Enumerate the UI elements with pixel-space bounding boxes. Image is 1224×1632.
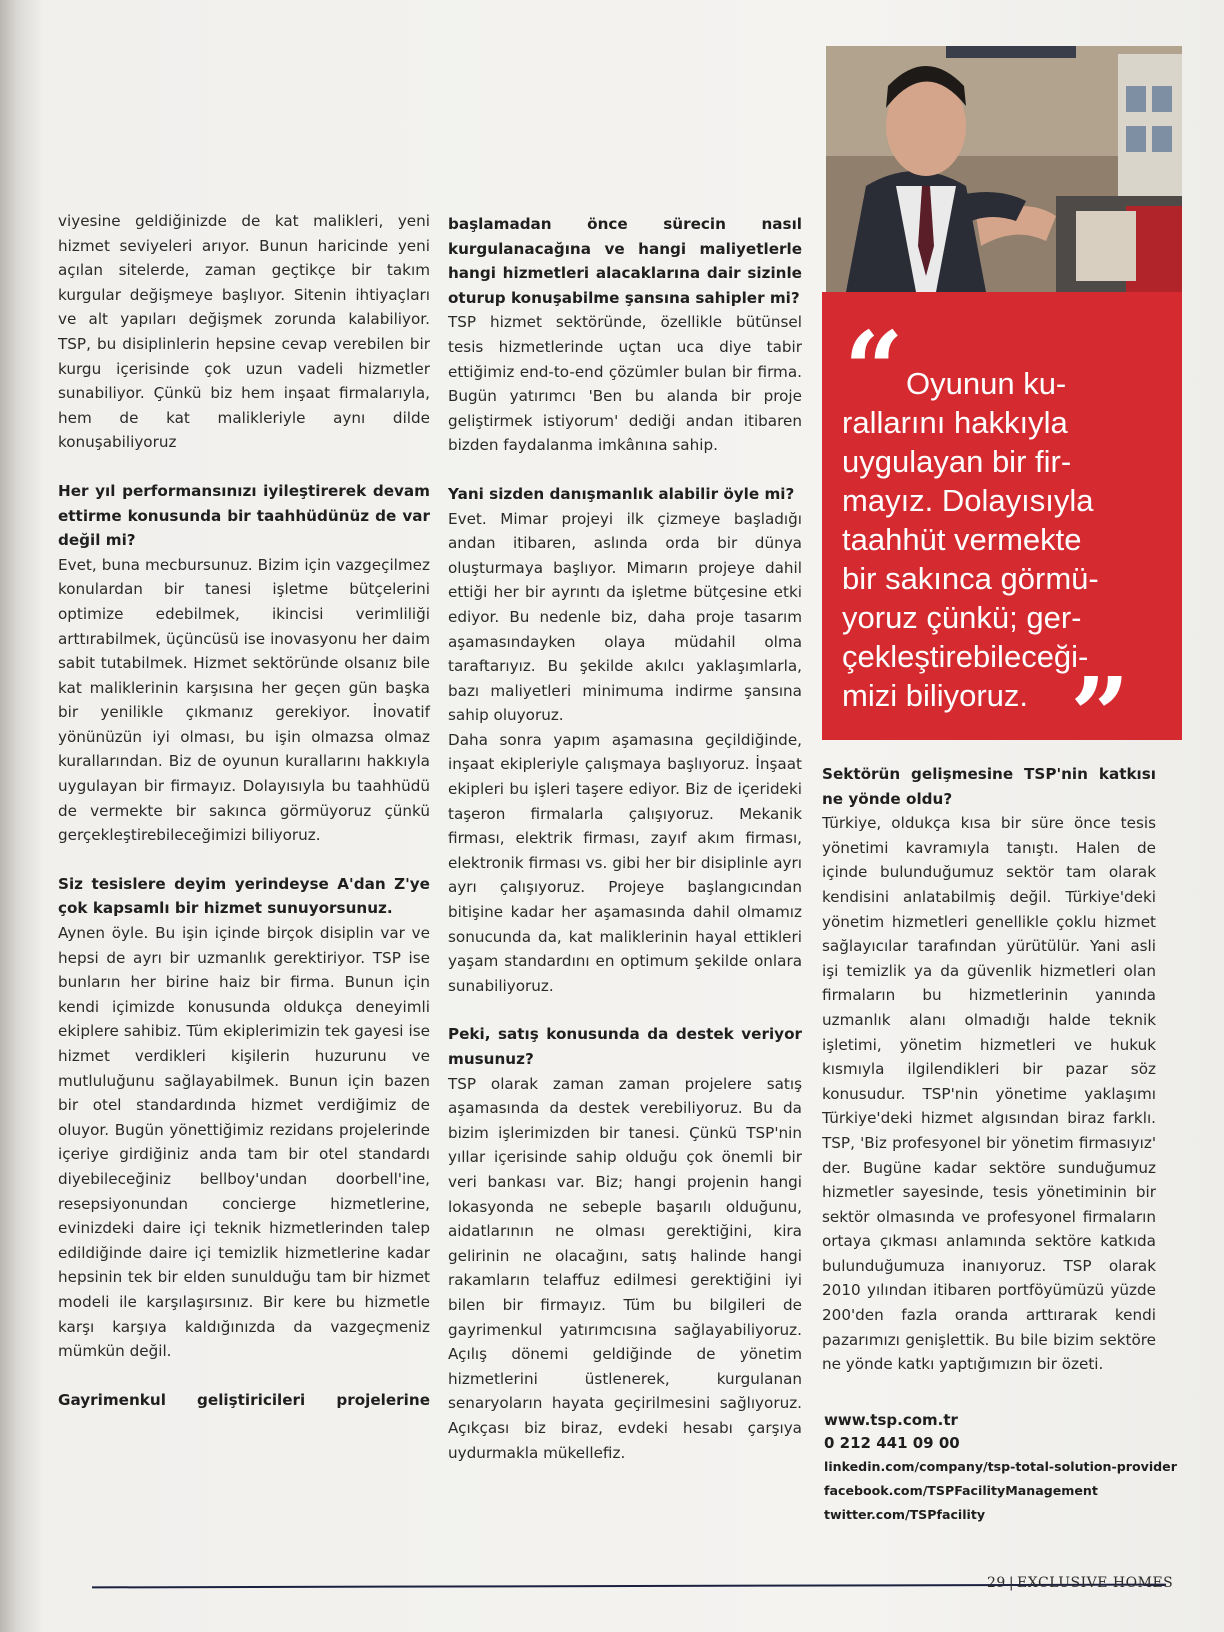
twitter-link[interactable]: twitter.com/TSPfacility	[824, 1507, 986, 1522]
quote-line: bir sakınca görmü-	[842, 561, 1099, 596]
question-developers-start: Gayrimenkul geliştiricileri projelerine	[58, 1390, 430, 1409]
website-link[interactable]: www.tsp.com.tr	[824, 1411, 958, 1429]
answer-a-to-z: Aynen öyle. Bu işin içinde birçok disiplin var ve hepsi de ayrı bir uzmanlık gerektiriyor. TSP ise bunların her birine haiz bir firma. Bunun için kendi içimizde konusunda oldukça deneyimli ekiplere sahibiz. Tüm ekiplerimizin tek gayesi ise hizmet verdikleri kişilerin huzurunu ve mutluluğunu sağlayabilmek. Bunun için bazen bir otel standardında hizmet verdiğimiz de oluyor. Bugün yönettiğimiz rezidans projelerinde içeriye girdiğiniz anda tam bir otel standardı diyebileceğiniz bellboy'undan doorbell'ine, resepsiyonundan concierge hizmetlerine, evinizdeki daire içi teknik hizmetlerinden talep edildiğinde daire içi temizlik hizmetlerine kadar hepsinin tek bir elden sunulduğu tam bir hizmet modeli ile karşılaşırsınız. Bir kere bu hizmetle karşı karşıya kaldığınızda da vazgeçmeniz mümkün değil.	[58, 924, 430, 1361]
quote-line: çekleştirebileceği-	[842, 639, 1089, 674]
footer-separator: |	[1008, 1575, 1015, 1591]
interviewee-photo	[826, 46, 1182, 292]
page-number: 29	[987, 1575, 1006, 1591]
intro-paragraph: viyesine geldiğinizde de kat malikleri, yeni hizmet seviyeleri arıyor. Bunun haricinde yeni açılan sitelerde, zaman geçtikçe bir takım kurgular değişmeye başlıyor. Sitenin ihtiyaçları ve alt yapıları değişmek zorunda kalabiliyor. TSP, bu disiplinlerin hepsine cevap verebilen bir kurgu içerisinde çok uzun vadeli hizmetler sunabiliyor. Çünkü biz hem inşaat firmalarıyla, hem de kat malikleriyle aynı dilde konuşabiliyoruz	[58, 212, 430, 452]
page-footer	[987, 1575, 1173, 1591]
column-right	[822, 762, 1156, 1377]
quote-line: rallarını hakkıyla	[842, 405, 1068, 440]
quote-line: uygulayan bir fir-	[842, 444, 1072, 479]
quote-line: taahhüt vermekte	[842, 522, 1082, 557]
answer-performance: Evet, buna mecbursunuz. Bizim için vazgeçilmez konulardan bir tanesi işletme bütçelerini optimize edebilmek, ikincisi verimliliği arttırabilmek, üçüncüsü ise inovasyonu her daim sabit tutabilmek. Hizmet sektöründe olsanız bile kat maliklerinin karşısına her geçen gün başka bir yenilikle çıkmanız gerekiyor. İnovatif yönünüzün iyi olması, bu işin olmazsa olmaz kurallarından. Biz de oyunun kurallarını hakkıyla uygulayan bir firmayız. Dolayısıyla bu taahhüdü de vermekte bir sakınca görmüyoruz çünkü gerçekleştirebileceğimizi biliyoruz.	[58, 555, 430, 845]
facebook-link[interactable]: facebook.com/TSPFacilityManagement	[824, 1483, 1098, 1498]
question-developers-end: başlamadan önce sürecin nasıl kurgulanacağına ve hangi maliyetlerle hangi hizmetleri alacaklarına dair sizinle oturup konuşabilme şansına sahipler mi?	[448, 215, 802, 307]
portrait-illustration	[826, 46, 1182, 292]
column-left	[58, 209, 430, 1412]
magazine-name: EXCLUSIVE HOMES	[1017, 1575, 1174, 1591]
column-middle	[448, 212, 802, 1465]
question-sales: Peki, satış konusunda da destek veriyor musunuz?	[448, 1025, 802, 1068]
quote-line: mizi biliyoruz.	[842, 678, 1029, 713]
quote-line: yoruz çünkü; ger-	[842, 600, 1082, 635]
linkedin-link[interactable]: linkedin.com/company/tsp-total-solution-provider	[824, 1459, 1177, 1474]
open-quote-mark: “	[844, 308, 904, 431]
pull-quote-box	[822, 292, 1182, 777]
answer-sales: TSP olarak zaman zaman projelere satış aşamasında da destek verebiliyoruz. Bu da bizim işlerimizden bir tanesi. Çünkü TSP'nin yıllar içerisinde sahip olduğu çok önemli bir veri bankası var. Biz; hangi projenin hangi lokasyonda ne sebeple başarılı olduğunu, aidatlarının ne olması gerektiğini, kira gelirinin ne olacağını, satış halinde hangi rakamların telaffuz edilmesi gerektiğini iyi bilen bir firmayız. Tüm bu bilgileri de gayrimenkul yatırımcısına sağlayabiliyoruz. Açılış dönemi geldiğinde de yönetim hizmetlerini üstlenerek, kurgulanan senaryoların hayata geçirilmesini sağlıyoruz. Açıkçası biz biraz, evdeki hesabı çarşıya uydurmakla mükellefiz.	[448, 1074, 802, 1462]
question-performance: Her yıl performansınızı iyileştirerek devam ettirme konusunda bir taahhüdünüz de var değil mi?	[58, 481, 430, 550]
answer-consulting: Evet. Mimar projeyi ilk çizmeye başladığı andan itibaren, aslında orda bir dünya oluşturmaya başlıyor. Mimarın projeye dahil ettiği her bir ayrıntı da işletme bütçesine etki ediyor. Bu nedenle biz, daha proje tasarım aşamasındayken olaya müdahil olma taraftarıyız. Bu şekilde akılcı yaklaşımlarla, bazı maliyetleri minimuma indirme şansına sahip oluyoruz.	[448, 509, 802, 725]
contact-info	[824, 1408, 1177, 1527]
question-sector-contribution: Sektörün gelişmesine TSP'nin katkısı ne yönde oldu?	[822, 765, 1156, 808]
quote-line: Oyunun ku-	[906, 366, 1067, 401]
answer-construction: Daha sonra yapım aşamasına geçildiğinde, inşaat ekipleriyle çalışmaya başlıyoruz. İnşaat ekipleri bu işleri taşere ediyor. Biz de içerideki taşeron firmalarla çalışıyoruz. Mekanik firması, elektrik firması, zayıf akım firması, elektronik firması vs. gibi her bir disiplinle ayrı ayrı çalışıyoruz. Projeye başlangıcından bitişine kadar her aşamasında dahil olmamız sonucunda da, kat maliklerinin hayal ettikleri yaşam standardını en optimum şekilde onlara sunabiliyoruz.	[448, 730, 802, 995]
answer-developers: TSP hizmet sektöründe, özellikle bütünsel tesis hizmetlerinde uçtan uca diye tabir ettiğimiz end-to-end çözümler bulan bir firma. Bugün yatırımcı 'Ben bu alanda bir proje geliştirmek istiyorum' dediği andan itibaren bizden faydalanma imkânına sahip.	[448, 313, 802, 455]
quote-line: mayız. Dolayısıyla	[842, 483, 1094, 518]
phone-number: 0 212 441 09 00	[824, 1434, 960, 1452]
answer-sector-contribution: Türkiye, oldukça kısa bir süre önce tesis yönetimi kavramıyla tanıştı. Halen de içinde bulunduğumuz sektör tam olarak kendisini anlatabilmiş değil. Türkiye'deki yönetim hizmetleri genellikle çoklu hizmet sağlayıcılar tarafından yürütülür. Yani asli işi temizlik ya da güvenlik hizmetleri olan firmaların bu hizmetlerinin yanında uzmanlık alanı olmadığı halde teknik işletimi, yönetim hizmetleri ve hukuk kısmıyla ilgilendikleri bir pazar söz konusudur. TSP'nin yönetime yaklaşımı Türkiye'deki hizmet algısından biraz farklı. TSP, 'Biz profesyonel bir yönetim firmasıyız' der. Bugüne kadar sektöre sunduğumuz hizmetler sayesinde, tesis yönetiminin bir sektör olmasında ve profesyonel firmaların ortaya çıkması anlamında sektöre katkıda bulunduğumuza inanıyoruz. TSP olarak 2010 yılından itibaren portföyümüzü yüzde 200'den fazla oranda arttırarak kendi pazarımızı genişlettik. Bu bile bizim sektöre ne yönde katkı yaptığımızın bir özeti.	[822, 814, 1156, 1374]
close-quote-mark: ”	[1070, 654, 1130, 777]
question-a-to-z: Siz tesislere deyim yerindeyse A'dan Z'ye çok kapsamlı bir hizmet sunuyorsunuz.	[58, 874, 430, 918]
question-consulting: Yani sizden danışmanlık alabilir öyle mi?	[448, 484, 795, 503]
